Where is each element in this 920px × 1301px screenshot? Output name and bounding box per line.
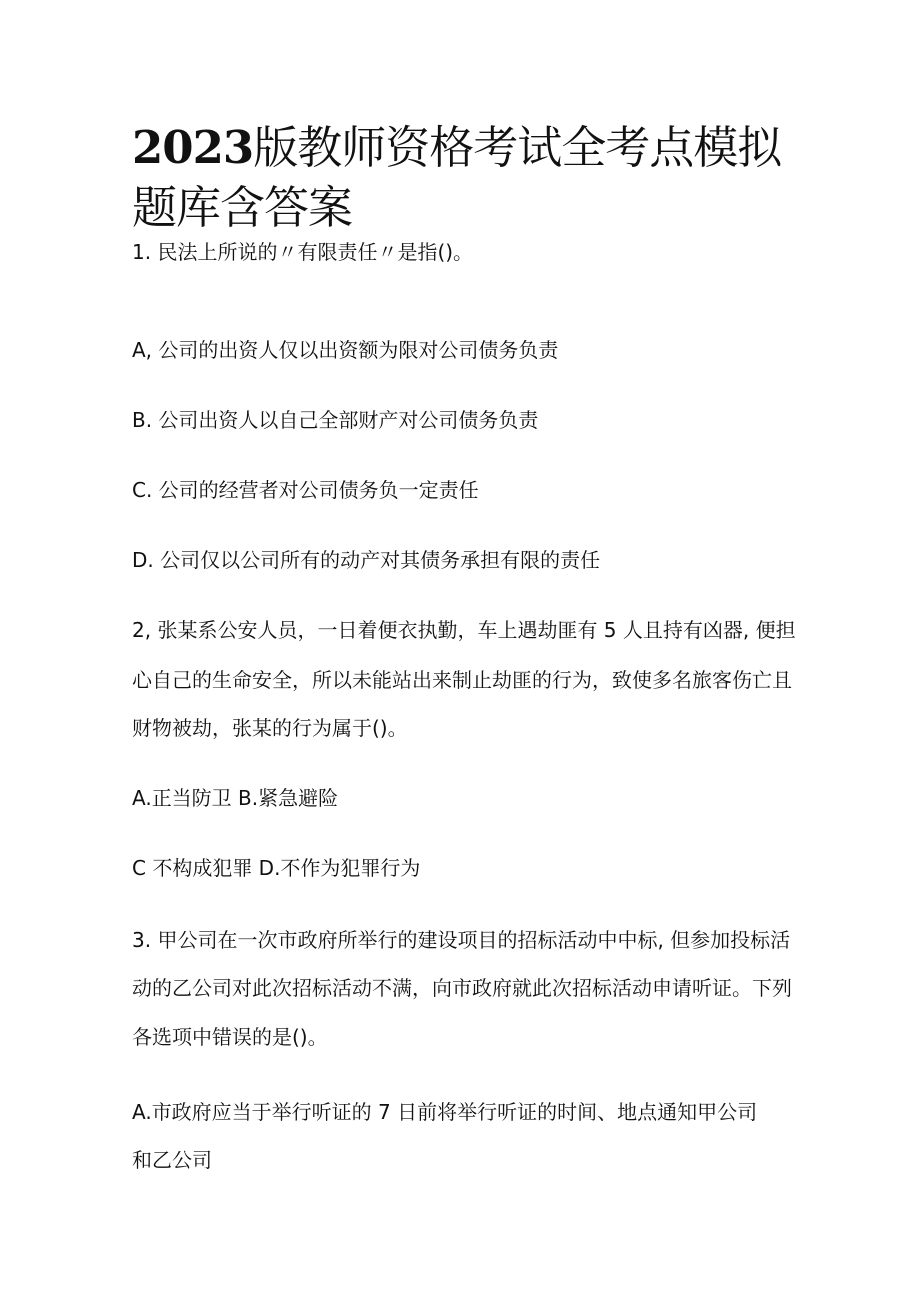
question-2-options-ab: A.正当防卫 B.紧急避险 <box>132 786 339 810</box>
question-2-stem-line-2: 心自己的生命安全，所以未能站出来制止劫匪的行为，致使多名旅客伤亡且 <box>132 668 792 692</box>
question-3-stem-line-2: 动的乙公司对此次招标活动不满，向市政府就此次招标活动申请听证。下列 <box>132 976 792 1000</box>
question-1-option-c: C. 公司的经营者对公司债务负一定责任 <box>132 478 479 502</box>
question-2-stem-line-3: 财物被劫，张某的行为属于()。 <box>132 716 408 740</box>
question-3-stem-line-1: 3. 甲公司在一次市政府所举行的建设项目的招标活动中中标, 但参加投标活 <box>132 928 791 952</box>
question-1-stem: 1. 民法上所说的〃有限责任〃是指()。 <box>132 240 474 264</box>
question-3-option-a-line-2: 和乙公司 <box>132 1148 212 1172</box>
title-year: 2023 <box>132 121 254 174</box>
question-3-stem-line-3: 各选项中错误的是()。 <box>132 1025 328 1049</box>
question-3-option-a-line-1: A.市政府应当于举行听证的 7 日前将举行听证的时间、地点通知甲公司 <box>132 1100 758 1124</box>
question-1-option-b: B. 公司出资人以自己全部财产对公司债务负责 <box>132 408 539 432</box>
title-text: 版教师资格考试全考点模拟题库含答案 <box>132 121 782 234</box>
question-2-options-cd: C 不构成犯罪 D.不作为犯罪行为 <box>132 856 421 880</box>
question-2-stem-line-1: 2, 张某系公安人员，一日着便衣执勤，车上遇劫匪有 5 人且持有凶器, 便担 <box>132 618 796 642</box>
question-1-option-d: D. 公司仅以公司所有的动产对其债务承担有限的责任 <box>132 548 601 572</box>
document-title <box>132 118 812 238</box>
question-1-option-a: A, 公司的出资人仅以出资额为限对公司债务负责 <box>132 338 559 362</box>
